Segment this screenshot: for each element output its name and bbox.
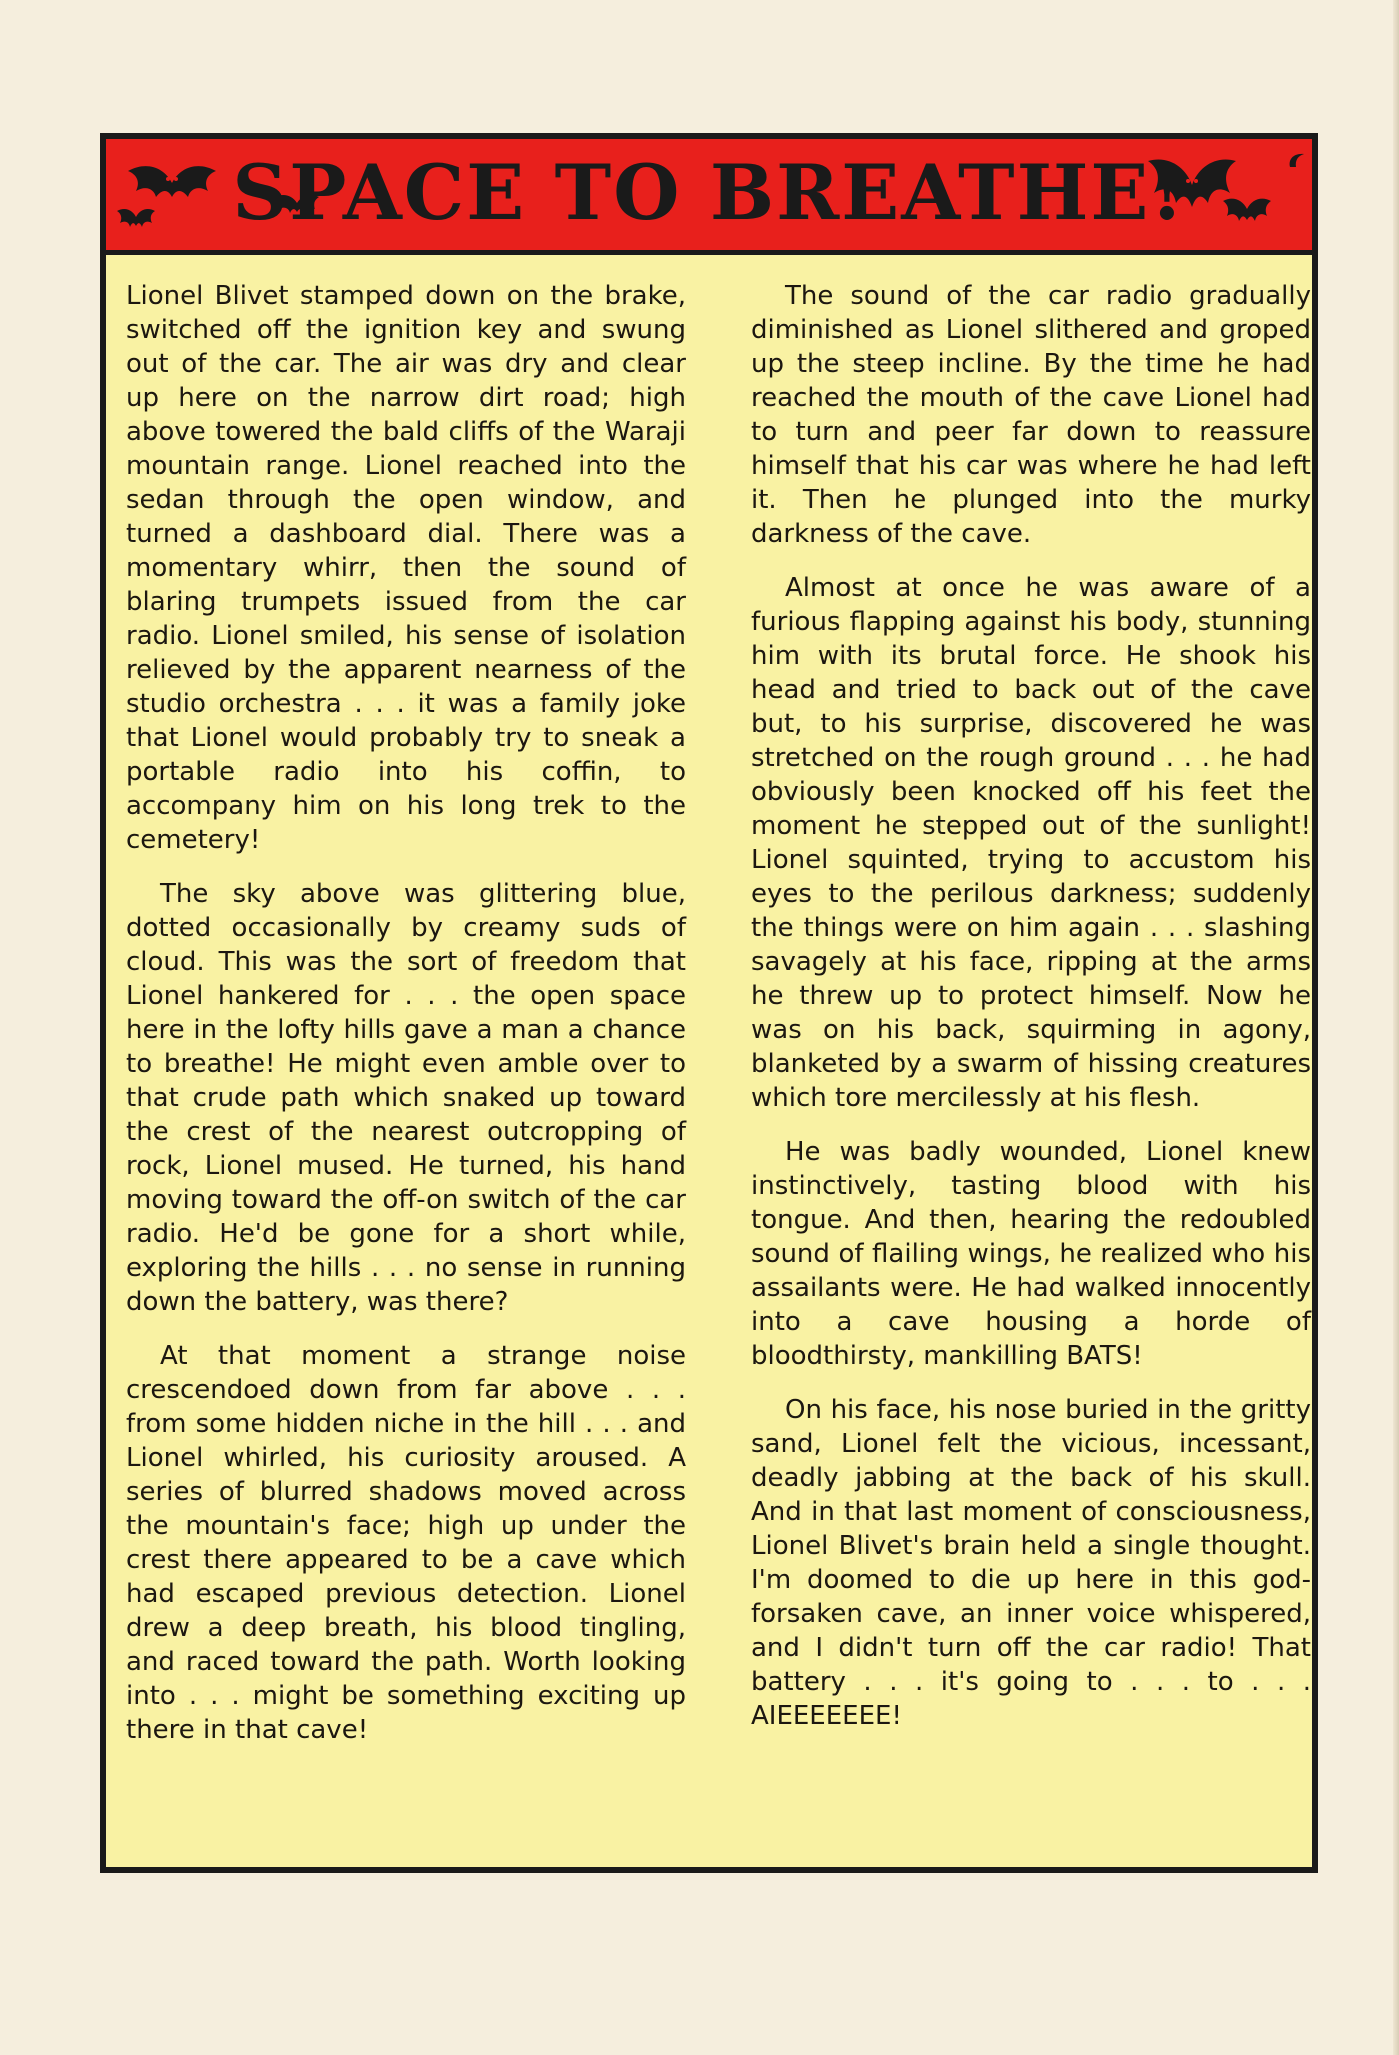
paragraph: He was badly wounded, Lionel knew instinctively, tasting blood with his tongue. And then, hearing the redoubled sound of flailing wings, he realized who his assailants were. He had walked innocently into a cave housing a horde of bloodthirsty, mankilling BATS! — [751, 1137, 1311, 1371]
paragraph: At that moment a strange noise crescendoed down from far above . . . from some hidden niche in the hill . . . and Lionel whirled, his curiosity aroused. A series of blurred shadows moved across the mountain's face; high up under the crest there appeared to be a cave which had escaped previous detection. Lionel drew a deep breath, his blood tingling, and raced toward the path. Worth looking into . . . might be something exciting up there in that cave! — [126, 1341, 686, 1745]
page-edge — [1393, 0, 1399, 2055]
story-title: SPACE TO BREATHE! — [232, 148, 1186, 237]
paragraph: On his face, his nose buried in the gritty sand, Lionel felt the vicious, incessant, deadly jabbing at the back of his skull. And in that last moment of consciousness, Lionel Blivet's brain held a single thought. I'm doomed to die up here in this god-forsaken cave, an inner voice whispered, and I didn't turn off the car radio! That battery . . . it's going to . . . to . . . AIEEEEEEE! — [751, 1395, 1311, 1731]
paragraph: Almost at once he was aware of a furious flapping against his body, stunning him with its brutal force. He shook his head and tried to back out of the cave but, to his surprise, discovered he was stretched on the rough ground . . . he had obviously been knocked off his feet the moment he stepped out of the sunlight! Lionel squinted, trying to accustom his eyes to the perilous darkness; suddenly the things were on him again . . . slashing savagely at his face, ripping at the arms he threw up to protect himself. Now he was on his back, squirming in agony, blanketed by a swarm of hissing creatures which tore mercilessly at his flesh. — [751, 573, 1311, 1113]
story-panel — [100, 133, 1318, 1873]
paragraph: The sound of the car radio gradually diminished as Lionel slithered and groped up the steep incline. By the time he had reached the mouth of the cave Lionel had to turn and peer far down to reassure himself that his car was where he had left it. Then he plunged into the murky darkness of the cave. — [751, 281, 1311, 549]
left-column — [126, 279, 686, 1767]
right-column — [751, 279, 1311, 1753]
story-columns — [106, 255, 1312, 1867]
paragraph: Lionel Blivet stamped down on the brake, switched off the ignition key and swung out of the car. The air was dry and clear up here on the narrow dirt road; high above towered the bald cliffs of the Waraji mountain range. Lionel reached into the sedan through the open window, and turned a dashboard dial. There was a momentary whirr, then the sound of blaring trumpets issued from the car radio. Lionel smiled, his sense of isolation relieved by the apparent nearness of the studio orchestra . . . it was a family joke that Lionel would probably try to sneak a portable radio into his coffin, to accompany him on his long trek to the cemetery! — [126, 281, 686, 855]
paragraph: The sky above was glittering blue, dotted occasionally by creamy suds of cloud. This was the sort of freedom that Lionel hankered for . . . the open space here in the lofty hills gave a man a chance to breathe! He might even amble over to that crude path which snaked up toward the crest of the nearest outcropping of rock, Lionel mused. He turned, his hand moving toward the off-on switch of the car radio. He'd be gone for a short while, exploring the hills . . . no sense in running down the battery, was there? — [126, 879, 686, 1317]
title-banner — [106, 139, 1312, 255]
